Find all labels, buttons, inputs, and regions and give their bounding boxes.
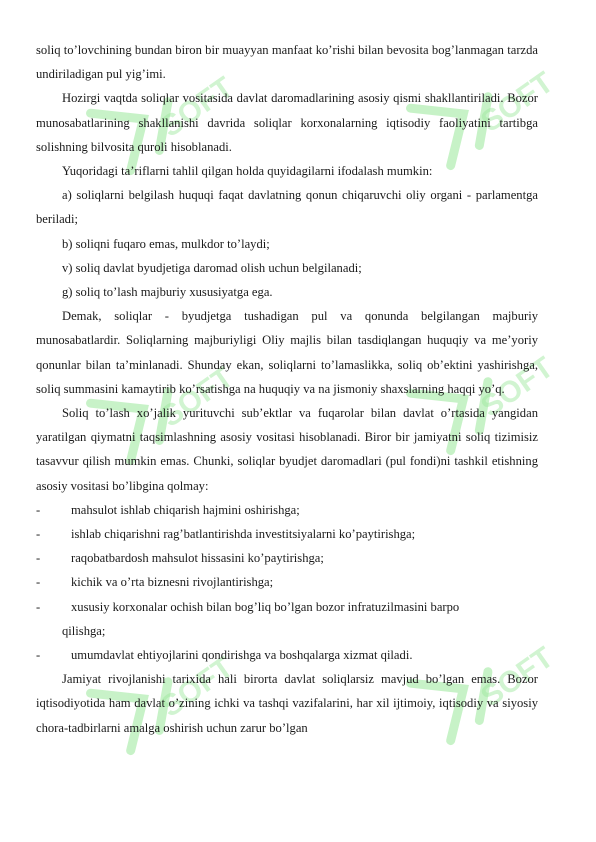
paragraph: Hozirgi vaqtda soliqlar vositasida davlat daromadlarining asosiy qismi shakllantiriladi. Bozor munosabatlarining shakllanishi davrida soliqlar korxonalarning iqtisodiy faoliyatini tartibga solishning bilvosita quroli hisoblanadi. xyxy=(36,91,538,154)
list-item-text: umumdavlat ehtiyojlarini qondirishga va boshqalarga xizmat qiladi. xyxy=(71,648,413,663)
paragraph: b) soliqni fuqaro emas, mulkdor to’laydi; xyxy=(62,236,270,251)
list-item-text: raqobatbardosh mahsulot hissasini ko’paytirishga; xyxy=(71,551,324,566)
list-item xyxy=(36,643,538,667)
paragraph: soliq to’lovchining bundan biron bir muayyan manfaat ko’rishi bilan bevosita bog’lanmagan tarzda undiriladigan pul yig’imi. xyxy=(36,43,538,82)
paragraph: Jamiyat rivojlanishi tarixida hali birorta davlat soliqlarsiz mavjud bo’lgan emas. Bozor iqtisodiyotida ham davlat o’zining ichki va tashqi vazifalarini, har xil ijtimoiy, iqtisodiy va siyosiy chora-tadbirlarni amalga oshirish uchun zarur bo’lgan xyxy=(36,672,538,735)
list-dash: - xyxy=(36,648,41,663)
list-item xyxy=(36,522,538,546)
list-dash: - xyxy=(36,599,41,614)
dash-list xyxy=(36,498,538,667)
list-item xyxy=(36,546,538,570)
list-item xyxy=(36,498,538,522)
list-item-text: xususiy korxonalar ochish bilan bog’liq bo’lgan bozor infratuzilmasini barpo xyxy=(71,599,460,614)
list-item-continuation: qilishga; xyxy=(62,623,106,638)
list-dash: - xyxy=(36,502,41,517)
paragraph: v) soliq davlat byudjetiga daromad olish uchun belgilanadi; xyxy=(62,260,362,275)
paragraph: a) soliqlarni belgilash huquqi faqat davlatning qonun chiqaruvchi oliy organi - parlamentga beriladi; xyxy=(36,188,538,227)
document-body xyxy=(36,38,538,740)
list-item xyxy=(36,570,538,594)
svg-text:SOFT: SOFT xyxy=(475,350,560,424)
paragraph: Demak, soliqlar - byudjetga tushadigan pul va qonunda belgilangan majburiy munosabatlardir. Soliqlarning majburiyligi Oliy majlis bilan tasdiqlangan huquqiy va me’yoriy qonunlar bilan ta’minlanadi. Shunday ekan, soliqlarni to’lamaslikka, soliq ob’ektini yashirishga, soliq summasini kamaytirib ko’rsatishga na huquqiy va na jismoniy shaxslarning haqqi yo’q. xyxy=(36,309,538,396)
list-item-text: mahsulot ishlab chiqarish hajmini oshirishga; xyxy=(71,502,300,517)
list-item-text: ishlab chiqarishni rag’batlantirishda investitsiyalarni ko’paytirishga; xyxy=(71,527,416,542)
svg-text:SOFT: SOFT xyxy=(155,650,240,724)
paragraph: Yuqoridagi ta’riflarni tahlil qilgan holda quyidagilarni ifodalash mumkin: xyxy=(62,164,433,179)
svg-text:SOFT: SOFT xyxy=(475,65,560,139)
paragraph: g) soliq to’lash majburiy xususiyatga ega. xyxy=(62,285,273,300)
svg-text:SOFT: SOFT xyxy=(475,640,560,714)
list-item-text: kichik va o’rta biznesni rivojlantirishga; xyxy=(71,575,274,590)
list-dash: - xyxy=(36,527,41,542)
list-dash: - xyxy=(36,575,41,590)
paragraph: Soliq to’lash xo’jalik yurituvchi sub’ektlar va fuqarolar bilan davlat o’rtasida yangidan yaratilgan qiymatni taqsimlashning asosiy vositasi hisoblanadi. Biror bir jamiyatni soliq tizimisiz tasavvur qilish mumkin emas. Chunki, soliqlar byudjet daromadlari (pul fondi)ni tashkil etishning asosiy vositasi bo’libgina qolmay: xyxy=(36,406,538,493)
list-item xyxy=(36,595,538,619)
svg-text:SOFT: SOFT xyxy=(155,360,240,434)
svg-text:SOFT: SOFT xyxy=(155,70,240,144)
list-dash: - xyxy=(36,551,41,566)
